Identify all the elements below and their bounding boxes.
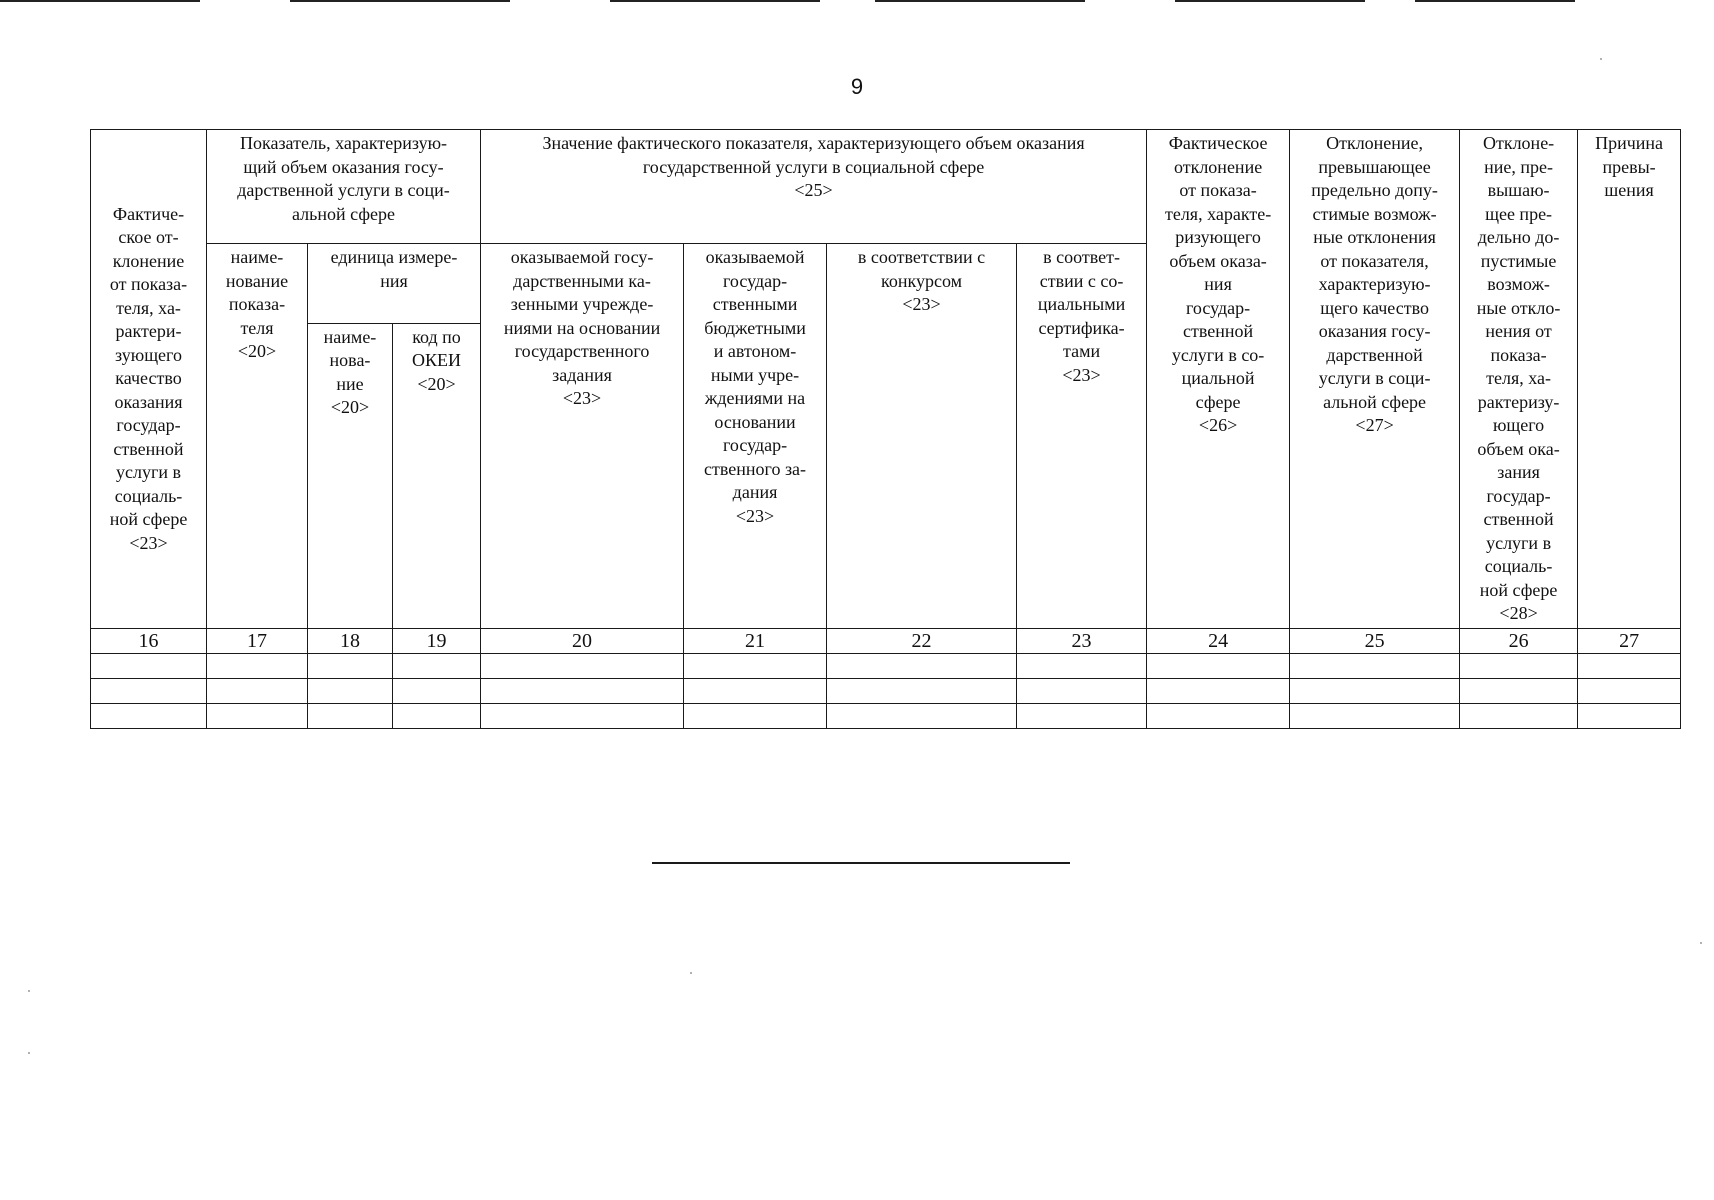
empty-cell[interactable] <box>393 653 481 678</box>
empty-cell[interactable] <box>1147 653 1290 678</box>
empty-cell[interactable] <box>393 678 481 703</box>
header-indicator-group: Показатель, характеризую- щий объем оказания госу- дарственной услуги в соци- альной сфере <box>207 130 481 244</box>
header-c18: наиме- нова- ние <20> <box>308 323 393 628</box>
empty-table-row <box>91 653 1681 678</box>
empty-cell[interactable] <box>1147 678 1290 703</box>
scan-edge-line <box>290 0 510 2</box>
header-c24: Фактическое отклонение от показа- теля, характе- ризующего объем оказа- ния государ- ственной услуги в со- циальной сфере <26> <box>1147 130 1290 629</box>
header-c20: оказываемой госу- дарственными ка- зенными учрежде- ниями на основании государственного задания <23> <box>481 244 684 629</box>
empty-cell[interactable] <box>1017 653 1147 678</box>
column-number-row <box>91 628 1681 653</box>
empty-cell[interactable] <box>1017 703 1147 728</box>
empty-table-row <box>91 678 1681 703</box>
scan-edge-line <box>875 0 1085 2</box>
column-number: 21 <box>684 628 827 653</box>
header-c17: наиме- нование показа- теля <20> <box>207 244 308 629</box>
empty-cell[interactable] <box>308 653 393 678</box>
scan-edge-line <box>1175 0 1365 2</box>
column-number: 25 <box>1290 628 1460 653</box>
report-table <box>90 129 1681 729</box>
empty-cell[interactable] <box>481 703 684 728</box>
empty-table-row <box>91 703 1681 728</box>
empty-cell[interactable] <box>393 703 481 728</box>
header-c23: в соответ- ствии с со- циальными сертифика- тами <23> <box>1017 244 1147 629</box>
column-number: 16 <box>91 628 207 653</box>
empty-cell[interactable] <box>827 703 1017 728</box>
header-c21: оказываемой государ- ственными бюджетными и автоном- ными учре- ждениями на основании государ- ственного за- дания <23> <box>684 244 827 629</box>
empty-cell[interactable] <box>1290 678 1460 703</box>
empty-cell[interactable] <box>1578 703 1681 728</box>
page-number: 9 <box>850 74 864 99</box>
header-c19: код по ОКЕИ <20> <box>393 323 481 628</box>
header-c16: Фактиче- ское от- клонение от показа- теля, ха- рактери- зующего качество оказания государ- ственной услуги в социаль- ной сфере <23> <box>91 130 207 629</box>
column-number: 20 <box>481 628 684 653</box>
empty-cell[interactable] <box>1017 678 1147 703</box>
empty-cell[interactable] <box>1460 678 1578 703</box>
empty-cell[interactable] <box>308 678 393 703</box>
column-number: 19 <box>393 628 481 653</box>
header-c27: Причина превы- шения <box>1578 130 1681 629</box>
empty-cell[interactable] <box>1290 653 1460 678</box>
column-number: 23 <box>1017 628 1147 653</box>
empty-cell[interactable] <box>207 703 308 728</box>
empty-cell[interactable] <box>1460 703 1578 728</box>
column-number: 22 <box>827 628 1017 653</box>
scan-speck <box>28 1052 30 1054</box>
scan-speck <box>28 990 30 992</box>
empty-cell[interactable] <box>91 678 207 703</box>
empty-cell[interactable] <box>1578 653 1681 678</box>
empty-cell[interactable] <box>1147 703 1290 728</box>
empty-cell[interactable] <box>481 678 684 703</box>
empty-cell[interactable] <box>308 703 393 728</box>
empty-cell[interactable] <box>1578 678 1681 703</box>
header-c26: Отклоне- ние, пре- вышаю- щее пре- дельно до- пустимые возмож- ные откло- нения от показа- теля, ха- рактеризу- ющего объем ока- зания государ- ственной услуги в социаль- ной сфере <28> <box>1460 130 1578 629</box>
empty-cell[interactable] <box>1290 703 1460 728</box>
column-number: 17 <box>207 628 308 653</box>
scan-edge-line <box>0 0 200 2</box>
column-number: 18 <box>308 628 393 653</box>
empty-cell[interactable] <box>91 653 207 678</box>
empty-cell[interactable] <box>91 703 207 728</box>
empty-cell[interactable] <box>481 653 684 678</box>
column-number: 26 <box>1460 628 1578 653</box>
empty-cell[interactable] <box>827 653 1017 678</box>
empty-cell[interactable] <box>684 678 827 703</box>
empty-cell[interactable] <box>207 678 308 703</box>
scan-speck <box>690 972 692 974</box>
empty-cell[interactable] <box>1460 653 1578 678</box>
empty-cell[interactable] <box>684 653 827 678</box>
header-c22: в соответствии с конкурсом <23> <box>827 244 1017 629</box>
empty-cell[interactable] <box>684 703 827 728</box>
scan-edge-line <box>610 0 820 2</box>
header-c25: Отклонение, превышающее предельно допу- стимые возмож- ные отклонения от показателя, характеризую- щего качество оказания госу- дарственной услуги в соци- альной сфере <27> <box>1290 130 1460 629</box>
scan-edge-line <box>1415 0 1575 2</box>
header-unit-group: единица измере- ния <box>308 244 481 324</box>
scan-speck <box>1600 58 1602 60</box>
empty-cell[interactable] <box>207 653 308 678</box>
column-number: 24 <box>1147 628 1290 653</box>
header-row-1 <box>91 130 1681 244</box>
empty-cell[interactable] <box>827 678 1017 703</box>
separator-line <box>652 862 1070 864</box>
column-number: 27 <box>1578 628 1681 653</box>
header-value-group: Значение фактического показателя, характеризующего объем оказания государственной услуги в социальной сфере <25> <box>481 130 1147 244</box>
scan-speck <box>1700 942 1702 944</box>
